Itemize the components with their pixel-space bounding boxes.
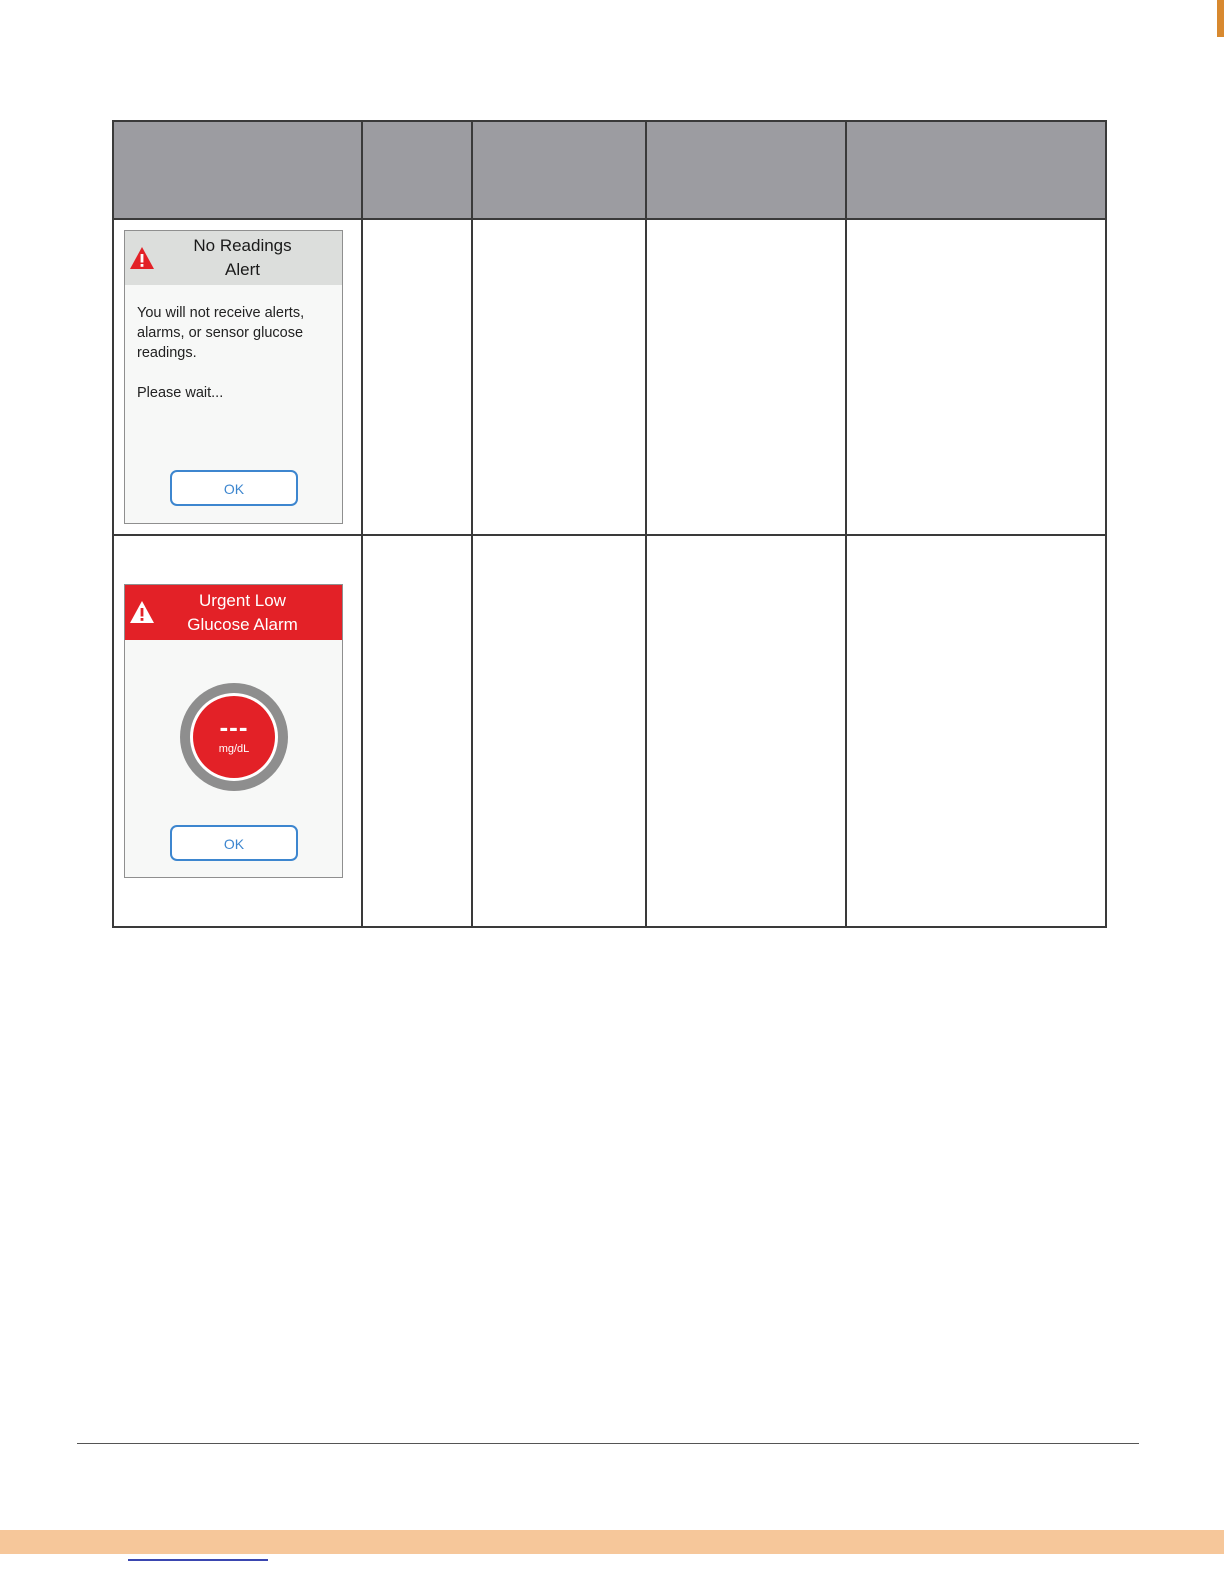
alarm-header xyxy=(125,585,342,640)
table-cell xyxy=(646,219,846,535)
screen-image-cell xyxy=(113,535,362,927)
alert-title: No Readings Alert xyxy=(193,236,292,279)
urgent-low-alarm-screen xyxy=(124,584,343,878)
table-cell xyxy=(846,535,1106,927)
warning-triangle-icon xyxy=(129,246,155,270)
table-cell xyxy=(646,535,846,927)
table-cell xyxy=(472,219,646,535)
glucose-unit: mg/dL xyxy=(218,743,250,755)
ok-button[interactable]: OK xyxy=(170,470,298,506)
no-readings-alert-screen xyxy=(124,230,343,524)
screen-image-cell xyxy=(113,219,362,535)
header-cell-3 xyxy=(472,121,646,219)
header-cell-1 xyxy=(113,121,362,219)
table-header-row xyxy=(113,121,1106,219)
table-row xyxy=(113,535,1106,927)
glucose-reading-circle xyxy=(193,696,275,778)
alert-body xyxy=(125,285,342,403)
page-edge-marker xyxy=(1217,0,1224,37)
table-cell xyxy=(472,535,646,927)
footer-divider xyxy=(77,1443,1139,1444)
alert-wait-text: Please wait... xyxy=(137,385,224,401)
glucose-gauge xyxy=(180,683,288,791)
ok-button[interactable]: OK xyxy=(170,825,298,861)
glucose-value: --- xyxy=(219,712,249,742)
table-cell xyxy=(362,219,472,535)
alert-message: You will not receive alerts, alarms, or sensor glucose readings. xyxy=(137,305,305,361)
table-cell xyxy=(846,219,1106,535)
footer-band xyxy=(0,1530,1224,1554)
alert-table xyxy=(112,120,1107,928)
header-cell-4 xyxy=(646,121,846,219)
footer-link-underline xyxy=(128,1559,268,1561)
alarm-title: Urgent Low Glucose Alarm xyxy=(187,590,298,634)
header-cell-5 xyxy=(846,121,1106,219)
alert-header xyxy=(125,231,342,285)
header-cell-2 xyxy=(362,121,472,219)
table-row xyxy=(113,219,1106,535)
table-cell xyxy=(362,535,472,927)
warning-triangle-icon xyxy=(129,600,155,624)
